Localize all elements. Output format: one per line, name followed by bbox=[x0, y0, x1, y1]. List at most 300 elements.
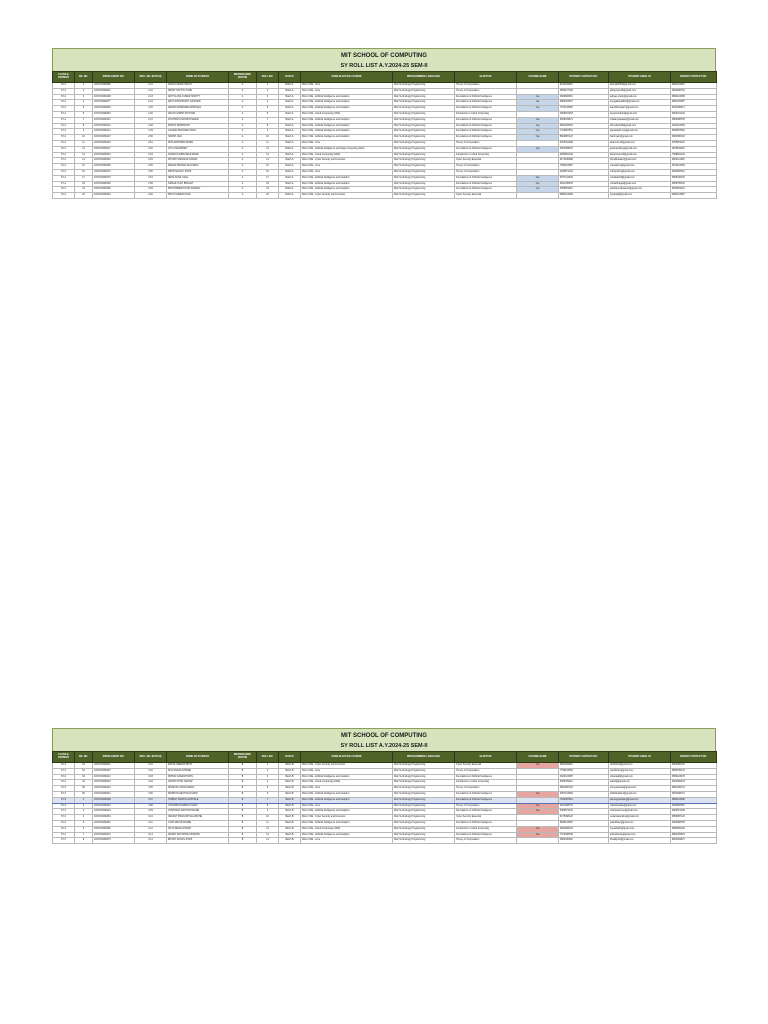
table-row bbox=[53, 193, 717, 199]
table-cell: bhaktijoshi@gmail.com bbox=[609, 838, 671, 844]
table-cell: 1037231060108 bbox=[93, 94, 135, 100]
table-cell: 11 bbox=[257, 140, 279, 146]
table-cell: Minor CSE - Core bbox=[301, 838, 393, 844]
table-cell: 13 bbox=[257, 152, 279, 158]
table-cell: Foundations of Artificial Intelligence bbox=[455, 100, 517, 106]
table-cell: Yes bbox=[517, 117, 559, 123]
table-cell: 17 bbox=[75, 175, 93, 181]
table-cell: Yes bbox=[517, 803, 559, 809]
table-cell: ADESH MAHENDRA BHOSALE bbox=[167, 106, 229, 112]
table-cell: priyanaik@gmail.com bbox=[609, 193, 671, 199]
table-cell: SY-2 bbox=[53, 100, 75, 106]
table-cell: Batch A bbox=[279, 83, 301, 89]
table-cell: Yes bbox=[517, 135, 559, 141]
table-cell: 14 bbox=[257, 838, 279, 844]
table-cell: 6 bbox=[75, 826, 93, 832]
table-cell: Batch A bbox=[279, 181, 301, 187]
table-cell: 3.05 bbox=[135, 786, 167, 792]
table-cell: 7972098345 bbox=[559, 832, 609, 838]
table-cell: Foundations of Artificial Intelligence bbox=[455, 791, 517, 797]
table-cell: 9422123456 bbox=[671, 123, 717, 129]
table-cell: SY-3 bbox=[53, 791, 75, 797]
table-cell: 12 bbox=[75, 146, 93, 152]
column-header: STUDENT CONTACT NO. bbox=[559, 752, 609, 763]
table-cell: B bbox=[229, 838, 257, 844]
table-cell: Batch A bbox=[279, 169, 301, 175]
table-cell: B bbox=[229, 815, 257, 821]
column-header: BATCH bbox=[279, 72, 301, 83]
table-cell: Minor CSE - Artificial Intelligence and Analytics bbox=[301, 820, 393, 826]
table-cell: 5 bbox=[257, 106, 279, 112]
table-cell: Theory of Computation bbox=[455, 786, 517, 792]
table-cell: 1037231060266 bbox=[93, 826, 135, 832]
table-cell: B bbox=[229, 786, 257, 792]
table-cell: Minor CSE - Core bbox=[301, 169, 393, 175]
table-cell: Theory of Computation bbox=[455, 88, 517, 94]
table-cell: 3.09 bbox=[135, 809, 167, 815]
column-header: COURSE NAME bbox=[517, 752, 559, 763]
table-cell: Yes bbox=[517, 94, 559, 100]
table-cell: KHUSHI SHANKAR KADAM bbox=[167, 158, 229, 164]
table-cell: ZOYA IMRAN SHAIKH bbox=[167, 826, 229, 832]
table-cell: Minor CSE - Artificial Intelligence and Analytics bbox=[301, 100, 393, 106]
table-cell: SY-3 bbox=[53, 809, 75, 815]
table-cell: 9359876012 bbox=[559, 187, 609, 193]
table-cell: Batch A bbox=[279, 158, 301, 164]
table-cell: 9172345098 bbox=[559, 158, 609, 164]
table-cell: Web Technology Programming bbox=[393, 187, 455, 193]
table-cell: 7798123450 bbox=[559, 768, 609, 774]
table-cell: 9284561230 bbox=[559, 152, 609, 158]
table-cell: Minor CSE - Artificial Intelligence and Analytics bbox=[301, 123, 393, 129]
table-cell: Batch B bbox=[279, 797, 301, 803]
table-cell: Minor CSE - Artificial Intelligence and Analytics bbox=[301, 181, 393, 187]
table-cell: Foundations of Artificial Intelligence bbox=[455, 117, 517, 123]
table-cell: SY-2 bbox=[53, 146, 75, 152]
table-cell: 1037231060137 bbox=[93, 135, 135, 141]
table-cell: RAHUL DEEPAK BHAT bbox=[167, 763, 229, 769]
table-cell: 8421098734 bbox=[559, 803, 609, 809]
table-cell: manask.kul@gmail.com bbox=[609, 164, 671, 170]
table-cell: SY-3 bbox=[53, 820, 75, 826]
table-cell: 1037231060207 bbox=[93, 768, 135, 774]
table-cell: 9850098765 bbox=[671, 117, 717, 123]
column-header: OPEN ELECTIVE COURSE bbox=[301, 72, 393, 83]
table-cell: 7020987612 bbox=[559, 797, 609, 803]
table-cell: Web Technology Programming bbox=[393, 100, 455, 106]
table-cell: Web Technology Programming bbox=[393, 129, 455, 135]
table-cell: Minor CSE - Cloud Computing (AWS) bbox=[301, 152, 393, 158]
table-cell: Theory of Computation bbox=[455, 838, 517, 844]
table-header-row bbox=[53, 752, 717, 763]
table-cell: Minor CSE - Cloud Computing (AWS) bbox=[301, 111, 393, 117]
table-cell: SY-2 bbox=[53, 94, 75, 100]
table-cell: 1037231060175 bbox=[93, 175, 135, 181]
table-cell: 61 bbox=[75, 763, 93, 769]
table-cell: Batch B bbox=[279, 815, 301, 821]
table-cell: Batch B bbox=[279, 820, 301, 826]
table-cell: 1 bbox=[75, 797, 93, 803]
sheet-title: MIT SCHOOL OF COMPUTING bbox=[341, 53, 427, 59]
column-header: ENROLLMENT NO. bbox=[93, 72, 135, 83]
table-cell: A bbox=[229, 187, 257, 193]
table-cell: aryagaikwad002@gmail.com bbox=[609, 100, 671, 106]
table-cell: 10 bbox=[257, 135, 279, 141]
column-header: STUDENT CONTACT NO. bbox=[559, 72, 609, 83]
table-cell: SY-3 bbox=[53, 768, 75, 774]
column-header: CLASS & DIVISION bbox=[53, 752, 75, 763]
table-cell: 3 bbox=[75, 94, 93, 100]
table-cell: 1037231060201 bbox=[93, 763, 135, 769]
table-cell: A bbox=[229, 164, 257, 170]
table-cell: Cyber Security Essential bbox=[455, 158, 517, 164]
table-cell: Foundations of Artificial Intelligence bbox=[455, 94, 517, 100]
table-cell: 3.14 bbox=[135, 838, 167, 844]
table-cell: 3.06 bbox=[135, 791, 167, 797]
table-cell: 1037231060261 bbox=[93, 820, 135, 826]
table-cell: 7972134562 bbox=[559, 106, 609, 112]
table-cell: Minor CSE - Core bbox=[301, 88, 393, 94]
table-cell: SY-2 bbox=[53, 187, 75, 193]
table-cell: Foundations of Artificial Intelligence bbox=[455, 187, 517, 193]
table-cell: Yes bbox=[517, 100, 559, 106]
table-cell: aksingh0823@gmail.com bbox=[609, 83, 671, 89]
table-cell: 1037231060083 bbox=[93, 106, 135, 112]
table-cell: GAURAV MAHADEV PATIL bbox=[167, 129, 229, 135]
table-cell: 7219087651 bbox=[559, 129, 609, 135]
table-cell: ANIKET DATTATRAY BORATE bbox=[167, 832, 229, 838]
table-cell: Web Technology Programming bbox=[393, 791, 455, 797]
table-cell: RIYA ANAND SHINDE bbox=[167, 768, 229, 774]
table-cell: SY-2 bbox=[53, 117, 75, 123]
table-cell: 2.48 bbox=[135, 123, 167, 129]
table-cell: Web Technology Programming bbox=[393, 193, 455, 199]
table-cell: Web Technology Programming bbox=[393, 803, 455, 809]
table-cell: Foundations of Artificial Intelligence bbox=[455, 797, 517, 803]
table-cell: Web Technology Programming bbox=[393, 83, 455, 89]
table-cell: 1037231060249 bbox=[93, 809, 135, 815]
table-cell: Foundations of Artificial Intelligence bbox=[455, 123, 517, 129]
roll-table bbox=[52, 751, 717, 844]
table-cell: AMAN KUMAR SINGH bbox=[167, 83, 229, 89]
table-cell: 7083123987 bbox=[559, 164, 609, 170]
table-cell: 3.04 bbox=[135, 780, 167, 786]
table-cell: 9890123498 bbox=[671, 797, 717, 803]
table-cell: Web Technology Programming bbox=[393, 117, 455, 123]
table-cell: 2 bbox=[75, 88, 93, 94]
table-cell: SY-3 bbox=[53, 763, 75, 769]
table-cell: 2.47 bbox=[135, 117, 167, 123]
table-cell: 1037231060243 bbox=[93, 803, 135, 809]
table-cell: SY-3 bbox=[53, 826, 75, 832]
table-cell: 8 bbox=[75, 838, 93, 844]
table-cell: Batch A bbox=[279, 123, 301, 129]
table-cell: ABHAY NATTHU TUPE bbox=[167, 88, 229, 94]
table-body bbox=[53, 763, 717, 844]
table-cell: 1037231060189 bbox=[93, 187, 135, 193]
table-cell: Theory of Computation bbox=[455, 140, 517, 146]
table-cell: Web Technology Programming bbox=[393, 106, 455, 112]
table-cell: Minor CSE - Artificial Intelligence and Analytics bbox=[301, 797, 393, 803]
table-cell: Batch B bbox=[279, 768, 301, 774]
table-cell bbox=[517, 838, 559, 844]
table-cell: 9881209876 bbox=[671, 832, 717, 838]
column-header: NAME OF STUDENT bbox=[167, 72, 229, 83]
table-cell: 1037231060162 bbox=[93, 158, 135, 164]
column-header: STUDENT EMAIL ID bbox=[609, 752, 671, 763]
table-cell: Batch B bbox=[279, 838, 301, 844]
table-cell: 9823009876 bbox=[559, 146, 609, 152]
table-cell: 15 bbox=[257, 164, 279, 170]
table-cell: SY-3 bbox=[53, 797, 75, 803]
table-cell bbox=[517, 193, 559, 199]
table-cell: Web Technology Programming bbox=[393, 763, 455, 769]
table-cell: 10 bbox=[257, 815, 279, 821]
table-cell: B bbox=[229, 763, 257, 769]
table-cell: 2 bbox=[257, 768, 279, 774]
table-cell: SY-2 bbox=[53, 152, 75, 158]
sheet-title: MIT SCHOOL OF COMPUTING bbox=[341, 733, 427, 739]
table-cell: 12 bbox=[257, 146, 279, 152]
table-cell: 9067123984 bbox=[559, 791, 609, 797]
table-cell: Foundations of Artificial Intelligence bbox=[455, 146, 517, 152]
table-cell: 9309187263 bbox=[559, 111, 609, 117]
table-cell: 1037231060077 bbox=[93, 100, 135, 106]
table-cell: 10 bbox=[75, 135, 93, 141]
table-cell: 15 bbox=[75, 164, 93, 170]
table-cell: Web Technology Programming bbox=[393, 123, 455, 129]
table-cell: 6 bbox=[257, 791, 279, 797]
table-cell: A bbox=[229, 94, 257, 100]
table-cell: 8 bbox=[257, 803, 279, 809]
table-cell: Cyber Security Essential bbox=[455, 193, 517, 199]
table-cell: Web Technology Programming bbox=[393, 169, 455, 175]
table-cell: 7 bbox=[257, 797, 279, 803]
table-cell: tanmaygokhale@gmail.com bbox=[609, 797, 671, 803]
table-cell: omkarbhagat@gmail.com bbox=[609, 181, 671, 187]
table-cell: 11 bbox=[257, 820, 279, 826]
table-cell: 1037231060194 bbox=[93, 193, 135, 199]
column-header: BRANCH/ADM. (SEATS) bbox=[229, 752, 257, 763]
table-cell: Batch B bbox=[279, 786, 301, 792]
table-cell: 9822098765 bbox=[671, 820, 717, 826]
table-cell: BHAKTI SUHAS JOSHI bbox=[167, 838, 229, 844]
table-cell: 9823871209 bbox=[671, 809, 717, 815]
table-cell: Introduction to Cloud Computing bbox=[455, 111, 517, 117]
table-cell: 14 bbox=[75, 158, 93, 164]
roll-table bbox=[52, 71, 717, 199]
table-cell: 64 bbox=[75, 780, 93, 786]
table-cell: Batch A bbox=[279, 100, 301, 106]
table-cell: Yes bbox=[517, 106, 559, 112]
table-cell: Yes bbox=[517, 809, 559, 815]
table-cell: 5 bbox=[257, 786, 279, 792]
table-cell: 1037231060172 bbox=[93, 169, 135, 175]
table-cell: HARSH JAIN bbox=[167, 135, 229, 141]
table-cell: Introduction to Cloud Computing bbox=[455, 826, 517, 832]
table-cell: A bbox=[229, 106, 257, 112]
table-cell: ishamore14@gmail.com bbox=[609, 140, 671, 146]
table-cell: 2 bbox=[75, 803, 93, 809]
column-header: BRANCH/ADM. (SEATS) bbox=[229, 72, 257, 83]
table-cell: Minor CSE - Cyber Security and Forensics bbox=[301, 193, 393, 199]
table-cell: Introduction to Cloud Computing bbox=[455, 780, 517, 786]
table-cell: Batch A bbox=[279, 175, 301, 181]
table-cell: Minor CSE - Artificial Intelligence and Analytics bbox=[301, 135, 393, 141]
table-cell: 1037231060094 bbox=[93, 111, 135, 117]
table-cell: A bbox=[229, 135, 257, 141]
table-cell: 65 bbox=[75, 786, 93, 792]
table-cell: Batch A bbox=[279, 129, 301, 135]
column-header: OPEN ELECTIVE COURSE bbox=[301, 752, 393, 763]
table-cell: 2.60 bbox=[135, 193, 167, 199]
table-cell: 9860345981 bbox=[559, 838, 609, 844]
table-cell: vedantsalunkhe@gmail.com bbox=[609, 815, 671, 821]
table-cell: SY-2 bbox=[53, 175, 75, 181]
table-cell: Minor CSE - Core bbox=[301, 768, 393, 774]
table-cell: 6 bbox=[257, 111, 279, 117]
column-header: SR. NO. bbox=[75, 72, 93, 83]
table-cell: 5 bbox=[75, 820, 93, 826]
table-cell: SY-2 bbox=[53, 135, 75, 141]
table-cell: A bbox=[229, 175, 257, 181]
column-header: SR. NO. bbox=[75, 752, 93, 763]
table-cell: 2.45 bbox=[135, 106, 167, 112]
table-cell: Web Technology Programming bbox=[393, 768, 455, 774]
table-cell: A bbox=[229, 181, 257, 187]
table-cell: B bbox=[229, 820, 257, 826]
table-cell: Minor CSE - Artificial Intelligence and Edge Computing (Web) bbox=[301, 146, 393, 152]
table-cell: 13 bbox=[257, 832, 279, 838]
table-cell: ROHAN GANESH PATIL bbox=[167, 774, 229, 780]
table-cell: 4 bbox=[75, 815, 93, 821]
table-cell: 9325671234 bbox=[559, 169, 609, 175]
table-cell: 20 bbox=[257, 193, 279, 199]
table-cell: 1037231060151 bbox=[93, 152, 135, 158]
table-cell: PRATHAMESH DILIP SAWANT bbox=[167, 187, 229, 193]
table-cell: 2.55 bbox=[135, 164, 167, 170]
table-cell: SY-2 bbox=[53, 83, 75, 89]
table-cell: 8329109871 bbox=[559, 117, 609, 123]
table-cell: Foundations of Artificial Intelligence bbox=[455, 135, 517, 141]
table-cell: 1037231060182 bbox=[93, 181, 135, 187]
table-cell: Minor CSE - Core bbox=[301, 164, 393, 170]
table-cell: Minor CSE - Artificial Intelligence and Analytics bbox=[301, 832, 393, 838]
table-cell: 2.54 bbox=[135, 158, 167, 164]
table-cell: Yes bbox=[517, 763, 559, 769]
table-cell: SY-2 bbox=[53, 88, 75, 94]
table-cell: zoyashaikh@gmail.com bbox=[609, 826, 671, 832]
table-cell: 9823121987 bbox=[671, 158, 717, 164]
table-cell: YASH MILIND KHARE bbox=[167, 820, 229, 826]
table-cell: 9823409871 bbox=[671, 838, 717, 844]
table-cell: SIDDHI RAJESH KULKARNI bbox=[167, 791, 229, 797]
table-cell: 18 bbox=[75, 181, 93, 187]
table-cell: 9822987612 bbox=[671, 169, 717, 175]
table-cell: ARYA SHASHIKANT GAIKWAD bbox=[167, 100, 229, 106]
table-cell: 1037231060113 bbox=[93, 117, 135, 123]
table-cell: 1037231060254 bbox=[93, 815, 135, 821]
table-cell: 9860234567 bbox=[559, 100, 609, 106]
table-cell: 1037231060091 bbox=[93, 88, 135, 94]
table-cell: 8308765412 bbox=[559, 780, 609, 786]
table-cell: 1037231060279 bbox=[93, 838, 135, 844]
table-cell: 7 bbox=[75, 832, 93, 838]
table-cell: Batch B bbox=[279, 832, 301, 838]
table-header-row bbox=[53, 72, 717, 83]
table-cell: A bbox=[229, 129, 257, 135]
table-cell: Web Technology Programming bbox=[393, 815, 455, 821]
table-cell: 9890765123 bbox=[671, 768, 717, 774]
table-cell: 3.11 bbox=[135, 820, 167, 826]
table-cell: 9823654321 bbox=[671, 187, 717, 193]
table-cell: 2.41 bbox=[135, 83, 167, 89]
table-cell: B bbox=[229, 826, 257, 832]
table-cell: 9960123987 bbox=[671, 193, 717, 199]
table-cell: 1037231060131 bbox=[93, 129, 135, 135]
table-cell: yashkhare@gmail.com bbox=[609, 820, 671, 826]
table-cell: Web Technology Programming bbox=[393, 146, 455, 152]
table-cell: 9823098712 bbox=[671, 791, 717, 797]
table-cell: 8600987123 bbox=[559, 135, 609, 141]
table-cell: 2.58 bbox=[135, 181, 167, 187]
table-cell: 9 bbox=[75, 129, 93, 135]
table-cell: Minor CSE - Artificial Intelligence and Analytics bbox=[301, 809, 393, 815]
column-header: CLASS & DIVISION bbox=[53, 72, 75, 83]
table-cell: Yes bbox=[517, 826, 559, 832]
table-cell: ADITYA ANIL KUMAR SHETTY bbox=[167, 94, 229, 100]
table-cell: 5 bbox=[75, 106, 93, 112]
table-cell: Minor CSE - Artificial Intelligence and Analytics bbox=[301, 774, 393, 780]
table-cell: 2.43 bbox=[135, 94, 167, 100]
table-cell: SHREYAS VINOD DESAI bbox=[167, 786, 229, 792]
table-cell: SY-2 bbox=[53, 111, 75, 117]
table-cell: Yes bbox=[517, 832, 559, 838]
table-cell: 2.59 bbox=[135, 187, 167, 193]
table-cell: 9823456781 bbox=[671, 763, 717, 769]
column-header: BATCH bbox=[279, 752, 301, 763]
table-cell: Theory of Computation bbox=[455, 169, 517, 175]
table-cell: Minor CSE - Artificial Intelligence and Analytics bbox=[301, 117, 393, 123]
table-cell: abhaytupe45@gmail.com bbox=[609, 88, 671, 94]
table-cell: Cyber Security Essential bbox=[455, 815, 517, 821]
table-cell: 1037231060212 bbox=[93, 774, 135, 780]
table-cell: 1037231060272 bbox=[93, 832, 135, 838]
table-cell: Web Technology Programming bbox=[393, 809, 455, 815]
table-cell: 17 bbox=[257, 175, 279, 181]
column-header: PROGRAMMING LANGUAGE bbox=[393, 72, 455, 83]
table-cell: Web Technology Programming bbox=[393, 838, 455, 844]
table-cell: Batch A bbox=[279, 135, 301, 141]
table-cell: 1 bbox=[257, 83, 279, 89]
table-cell: Minor CSE - Cyber Security and Forensics bbox=[301, 158, 393, 164]
table-cell: DHRUV DESHMUKH bbox=[167, 123, 229, 129]
sheet-title-box bbox=[52, 48, 716, 71]
column-header: ROLL NO. (BATCH) bbox=[135, 752, 167, 763]
table-cell: 9850123476 bbox=[671, 774, 717, 780]
table-cell: 9823456102 bbox=[671, 135, 717, 141]
table-cell: Cyber Security Essential bbox=[455, 763, 517, 769]
table-cell: A bbox=[229, 140, 257, 146]
table-cell: Minor CSE - Artificial Intelligence and Analytics bbox=[301, 175, 393, 181]
table-cell: Batch B bbox=[279, 791, 301, 797]
table-cell: 9890123456 bbox=[671, 94, 717, 100]
table-cell: 1037231060147 bbox=[93, 146, 135, 152]
table-cell: gauravpatil.mp@gmail.com bbox=[609, 129, 671, 135]
table-cell: Foundations of Artificial Intelligence bbox=[455, 181, 517, 187]
table-cell: B bbox=[229, 809, 257, 815]
column-header: ROLL NO. bbox=[257, 752, 279, 763]
